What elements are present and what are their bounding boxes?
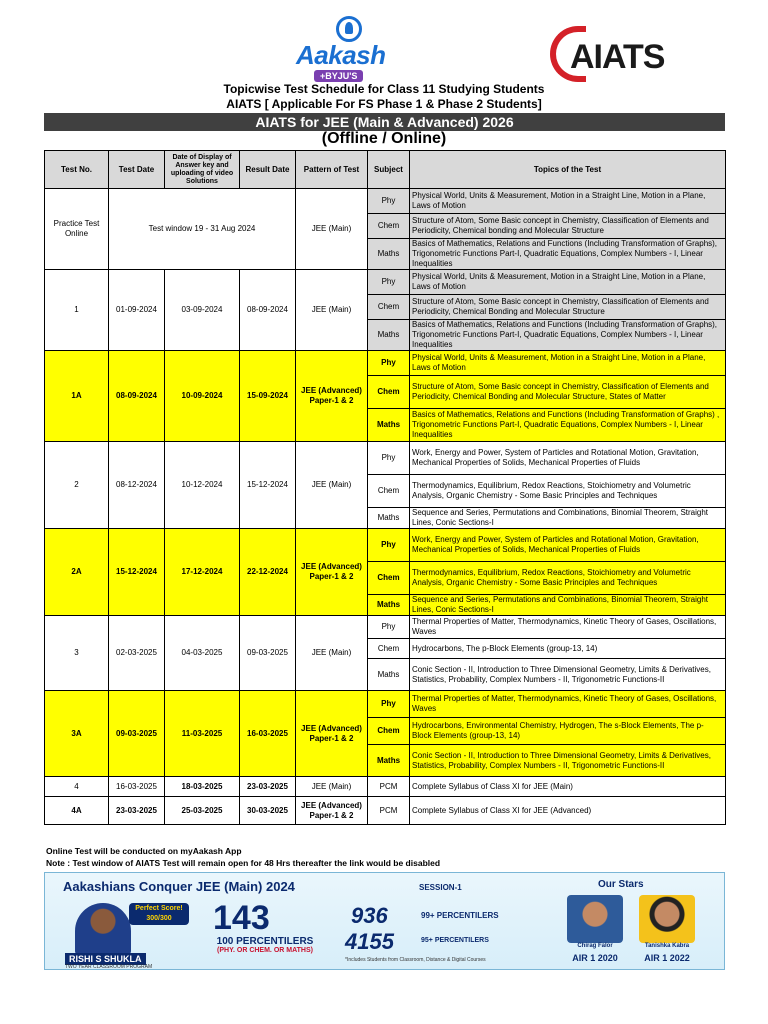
subject-cell: Phy (368, 691, 410, 718)
result-date-cell: 23-03-2025 (240, 777, 296, 797)
student-program: TWO YEAR CLASSROOM PROGRAM (65, 964, 153, 970)
star-photo (567, 895, 623, 943)
test-date-cell: 08-12-2024 (109, 442, 165, 529)
table-row (45, 777, 726, 797)
test-number-cell: 2 (45, 442, 109, 529)
test-date-cell: 02-03-2025 (109, 616, 165, 691)
page-title: Topicwise Test Schedule for Class 11 Studying Students (223, 82, 545, 96)
subject-cell: Phy (368, 616, 410, 639)
col-header: Pattern of Test (296, 151, 368, 189)
test-number-cell: 4 (45, 777, 109, 797)
subject-cell: Phy (368, 529, 410, 562)
answer-key-date-cell: 17-12-2024 (165, 529, 240, 616)
star-name: Chirag Falor (577, 943, 613, 949)
subject-cell: Maths (368, 508, 410, 529)
pattern-cell: JEE (Main) (296, 777, 368, 797)
subject-cell: Maths (368, 239, 410, 270)
subject-cell: Chem (368, 475, 410, 508)
pattern-cell: JEE (Main) (296, 616, 368, 691)
result-date-cell: 15-12-2024 (240, 442, 296, 529)
topics-cell: Basics of Mathematics, Relations and Functions (Including Transformation of Graphs), Trigonometric Functions Part-I, Quadratic Equations, Complex Numbers - I, Linear Inequalities (410, 320, 726, 351)
mode-label: (Offline / Online) (321, 130, 447, 147)
result-date-cell: 22-12-2024 (240, 529, 296, 616)
aakash-logo-text: Aakash (296, 40, 386, 70)
test-date-cell: 01-09-2024 (109, 270, 165, 351)
results-banner (44, 872, 725, 970)
label-95: 95+ PERCENTILERS (421, 937, 489, 944)
table-row (45, 797, 726, 825)
result-date-cell: 09-03-2025 (240, 616, 296, 691)
subject-cell: Phy (368, 270, 410, 295)
count-99: 936 (351, 903, 388, 928)
topics-cell: Conic Section - II, Introduction to Three Dimensional Geometry, Limits & Derivatives, Statistics, Probability, Complex Numbers - II, Trigonometric Functions-II (410, 745, 726, 777)
answer-key-date-cell: 10-09-2024 (165, 351, 240, 442)
aiats-logo-text: AIATS (570, 38, 665, 76)
label-99: 99+ PERCENTILERS (421, 911, 499, 920)
pattern-cell: JEE (Advanced) Paper-1 & 2 (296, 797, 368, 825)
banner-title: Aakashians Conquer JEE (Main) 2024 (63, 879, 295, 894)
table-row (45, 442, 726, 475)
topics-cell: Structure of Atom, Some Basic concept in Chemistry, Classification of Elements and Periodicity, Chemical bonding and Molecular Structure (410, 214, 726, 239)
topics-cell: Structure of Atom, Some Basic concept in Chemistry, Classification of Elements and Periodicity, Chemical Bonding and Molecular Structure (410, 295, 726, 320)
subject-cell: Phy (368, 351, 410, 376)
topics-cell: Sequence and Series, Permutations and Combinations, Binomial Theorem, Straight Lines, Conic Sections-I (410, 595, 726, 616)
topics-cell: Thermal Properties of Matter, Thermodynamics, Kinetic Theory of Gases, Oscillations, Waves (410, 691, 726, 718)
result-date-cell: 08-09-2024 (240, 270, 296, 351)
test-number-cell: 1 (45, 270, 109, 351)
test-window-cell: Test window 19 - 31 Aug 2024 (109, 189, 296, 270)
star-photo (639, 895, 695, 943)
table-row (45, 616, 726, 639)
result-date-cell: 30-03-2025 (240, 797, 296, 825)
subject-cell: Phy (368, 189, 410, 214)
table-row (45, 189, 726, 214)
star-name: Tanishka Kabra (644, 943, 690, 949)
banner-session: SESSION-1 (419, 883, 462, 892)
student-name: RISHI S SHUKLA (65, 953, 146, 965)
pattern-cell: JEE (Main) (296, 442, 368, 529)
subject-cell: Chem (368, 295, 410, 320)
test-number-cell: 3 (45, 616, 109, 691)
topics-cell: Sequence and Series, Permutations and Combinations, Binomial Theorem, Straight Lines, Conic Sections-I (410, 508, 726, 529)
aiats-logo (550, 26, 700, 86)
star-rank: AIR 1 2020 (572, 953, 618, 963)
subject-cell: Chem (368, 562, 410, 595)
student-photo (75, 903, 131, 955)
test-date-cell: 15-12-2024 (109, 529, 165, 616)
topics-cell: Work, Energy and Power, System of Particles and Rotational Motion, Gravitation, Mechanical Properties of Solids, Mechanical Properties of Fluids (410, 529, 726, 562)
col-header: Subject (368, 151, 410, 189)
test-number-cell: 4A (45, 797, 109, 825)
aakash-logo (296, 16, 406, 80)
topics-cell: Hydrocarbons, The p-Block Elements (group-13, 14) (410, 639, 726, 659)
pattern-cell: JEE (Advanced) Paper-1 & 2 (296, 691, 368, 777)
score-badge: Perfect Score! 300/300 (129, 903, 189, 925)
subject-cell: Chem (368, 639, 410, 659)
col-header: Result Date (240, 151, 296, 189)
answer-key-date-cell: 11-03-2025 (165, 691, 240, 777)
result-date-cell: 15-09-2024 (240, 351, 296, 442)
topics-cell: Thermodynamics, Equilibrium, Redox Reactions, Stoichiometry and Volumetric Analysis, Organic Chemistry - Some Basic Principles and Techniques (410, 562, 726, 595)
table-row (45, 529, 726, 562)
topics-cell: Thermal Properties of Matter, Thermodynamics, Kinetic Theory of Gases, Oscillations, Waves (410, 616, 726, 639)
topics-cell: Hydrocarbons, Environmental Chemistry, Hydrogen, The s-Block Elements, The p-Block Elements (group-13, 14) (410, 718, 726, 745)
table-row (45, 270, 726, 295)
topics-cell: Basics of Mathematics, Relations and Functions (Including Transformation of Graphs), Trigonometric Functions Part-I, Quadratic Equations, Complex Numbers - I, Linear Inequalities (410, 239, 726, 270)
percentilers-subjects: (PHY. OR CHEM. OR MATHS) (217, 947, 313, 954)
result-date-cell: 16-03-2025 (240, 691, 296, 777)
pattern-cell: JEE (Main) (296, 189, 368, 270)
subject-cell: Maths (368, 409, 410, 442)
test-date-cell: 23-03-2025 (109, 797, 165, 825)
topics-cell: Conic Section - II, Introduction to Three Dimensional Geometry, Limits & Derivatives, Statistics, Probability, Complex Numbers - II, Trigonometric Functions-II (410, 659, 726, 691)
table-row (45, 351, 726, 376)
topics-cell: Complete Syllabus of Class XI for JEE (Advanced) (410, 797, 726, 825)
topics-cell: Work, Energy and Power, System of Particles and Rotational Motion, Gravitation, Mechanical Properties of Solids, Mechanical Properties of Fluids (410, 442, 726, 475)
count-95: 4155 (345, 929, 394, 954)
table-header-row (45, 151, 726, 189)
test-date-cell: 16-03-2025 (109, 777, 165, 797)
answer-key-date-cell: 18-03-2025 (165, 777, 240, 797)
banner-footnote: *Includes Students from Classroom, Distance & Digital Courses (345, 957, 486, 963)
online-note: Online Test will be conducted on myAakash App (46, 846, 242, 856)
pattern-cell: JEE (Main) (296, 270, 368, 351)
answer-key-date-cell: 04-03-2025 (165, 616, 240, 691)
subject-cell: PCM (368, 777, 410, 797)
page-subtitle: AIATS [ Applicable For FS Phase 1 & Phase 2 Students] (226, 97, 542, 111)
test-number-cell: Practice Test Online (45, 189, 109, 270)
subject-cell: Chem (368, 376, 410, 409)
col-header: Test Date (109, 151, 165, 189)
test-number-cell: 1A (45, 351, 109, 442)
test-number-cell: 3A (45, 691, 109, 777)
subject-cell: Chem (368, 214, 410, 239)
subject-cell: Maths (368, 659, 410, 691)
answer-key-date-cell: 25-03-2025 (165, 797, 240, 825)
test-date-cell: 08-09-2024 (109, 351, 165, 442)
subject-cell: Chem (368, 718, 410, 745)
topics-cell: Physical World, Units & Measurement, Motion in a Straight Line, Motion in a Plane, Laws of Motion (410, 189, 726, 214)
schedule-table (44, 150, 726, 825)
aakash-emblem-icon (336, 16, 362, 42)
topics-cell: Complete Syllabus of Class XI for JEE (Main) (410, 777, 726, 797)
byjus-badge: +BYJU'S (314, 70, 363, 82)
subject-cell: Maths (368, 595, 410, 616)
window-note: Note : Test window of AIATS Test will remain open for 48 Hrs thereafter the link would be disabled (46, 858, 441, 868)
subject-cell: Phy (368, 442, 410, 475)
subject-cell: PCM (368, 797, 410, 825)
answer-key-date-cell: 10-12-2024 (165, 442, 240, 529)
topics-cell: Structure of Atom, Some Basic concept in Chemistry, Classification of Elements and Periodicity, Chemical Bonding and Molecular Structure, States of Matter (410, 376, 726, 409)
star-rank: AIR 1 2022 (644, 953, 690, 963)
pattern-cell: JEE (Advanced) Paper-1 & 2 (296, 529, 368, 616)
subject-cell: Maths (368, 745, 410, 777)
stars-title: Our Stars (598, 879, 644, 890)
col-header: Date of Display of Answer key and uploading of video Solutions (165, 151, 240, 189)
test-number-cell: 2A (45, 529, 109, 616)
percentilers-label: 100 PERCENTILERS (216, 936, 314, 947)
test-date-cell: 09-03-2025 (109, 691, 165, 777)
topics-cell: Thermodynamics, Equilibrium, Redox Reactions, Stoichiometry and Volumetric Analysis, Organic Chemistry - Some Basic Principles and Techniques (410, 475, 726, 508)
topics-cell: Physical World, Units & Measurement, Motion in a Straight Line, Motion in a Plane, Laws of Motion (410, 351, 726, 376)
table-row (45, 691, 726, 718)
topics-cell: Physical World, Units & Measurement, Motion in a Straight Line, Motion in a Plane, Laws of Motion (410, 270, 726, 295)
topics-cell: Basics of Mathematics, Relations and Functions (Including Transformation of Graphs) , Trigonometric Functions Part-I, Quadratic Equations, Complex Numbers - I, Linear Inequalities (410, 409, 726, 442)
col-header: Test No. (45, 151, 109, 189)
subject-cell: Maths (368, 320, 410, 351)
answer-key-date-cell: 03-09-2024 (165, 270, 240, 351)
percentilers-count: 143 (213, 899, 270, 937)
program-band: AIATS for JEE (Main & Advanced) 2026 (44, 113, 725, 131)
col-header: Topics of the Test (410, 151, 726, 189)
pattern-cell: JEE (Advanced) Paper-1 & 2 (296, 351, 368, 442)
